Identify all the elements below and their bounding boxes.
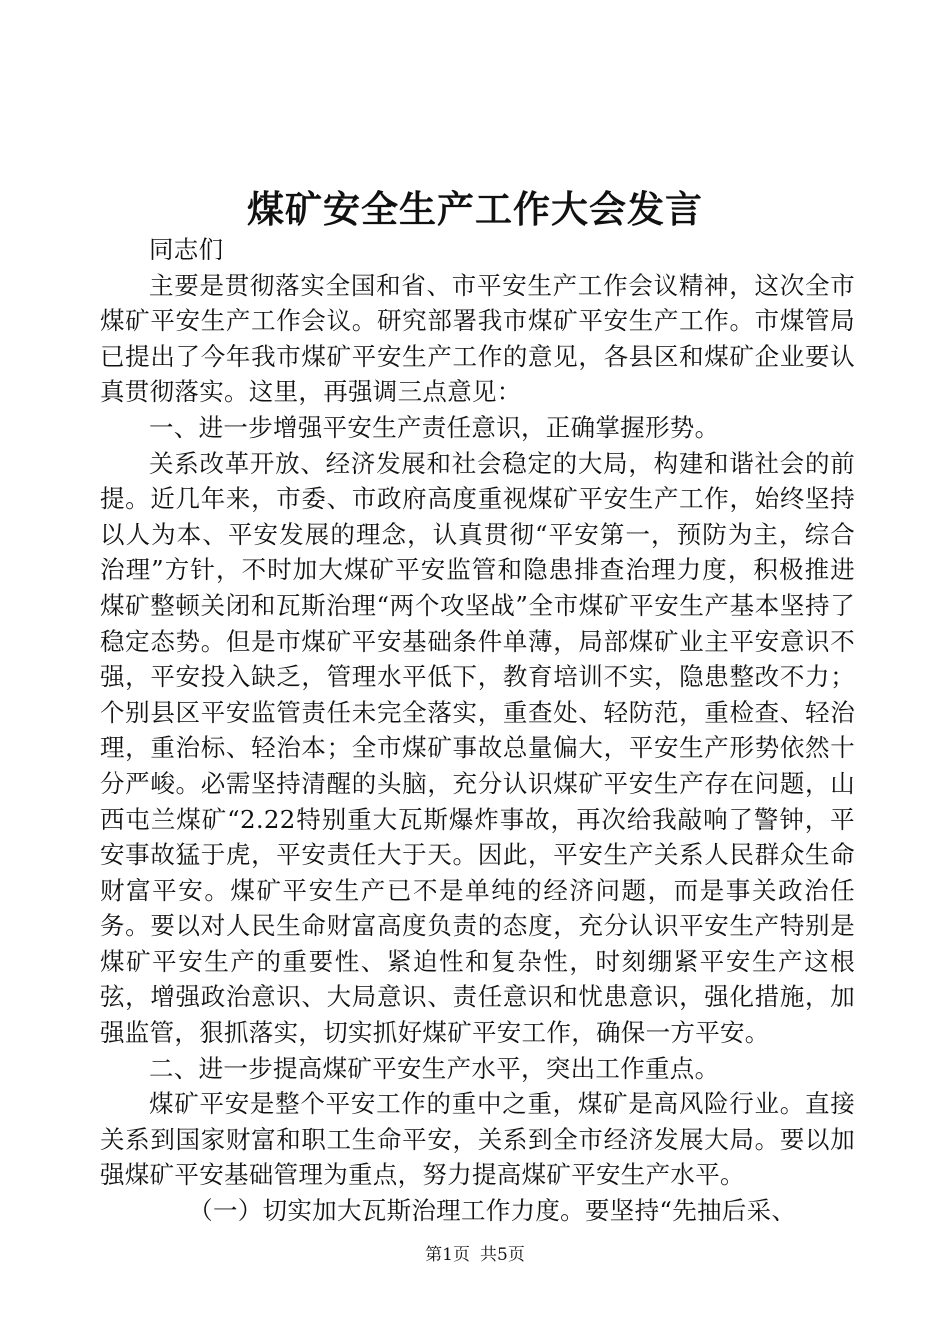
subsection-heading-1: （一）切实加大瓦斯治理工作力度。要坚持“先抽后采、 xyxy=(188,1196,797,1226)
section-heading-2: 二、进一步提高煤矿平安生产水平，突出工作重点。 xyxy=(149,1053,720,1083)
page-total: 共5页 xyxy=(480,1245,525,1265)
salutation: 同志们 xyxy=(149,235,224,264)
paragraph-intro: 主要是贯彻落实全国和省、市平安生产工作会议精神，这次全市煤矿平安生产工作会议。研究部署我市煤矿平安生产工作。市煤管局已提出了今年我市煤矿平安生产工作的意见，各县区和煤矿企业要认真贯彻落实。这里，再强调三点意见： xyxy=(100,270,855,407)
section-heading-1: 一、进一步增强平安生产责任意识，正确掌握形势。 xyxy=(149,412,720,442)
paragraph-section-1: 关系改革开放、经济发展和社会稳定的大局，构建和谐社会的前提。近几年来，市委、市政府高度重视煤矿平安生产工作，始终坚持以人为本、平安发展的理念，认真贯彻“平安第一，预防为主，综合治理”方针，不时加大煤矿平安监管和隐患排查治理力度，积极推进煤矿整顿关闭和瓦斯治理“两个攻坚战”全市煤矿平安生产基本坚持了稳定态势。但是市煤矿平安基础条件单薄，局部煤矿业主平安意识不强，平安投入缺乏，管理水平低下，教育培训不实，隐患整改不力；个别县区平安监管责任未完全落实，重查处、轻防范，重检查、轻治理，重治标、轻治本；全市煤矿事故总量偏大，平安生产形势依然十分严峻。必需坚持清醒的头脑，充分认识煤矿平安生产存在问题，山西屯兰煤矿“2.22特别重大瓦斯爆炸事故，再次给我敲响了警钟，平安事故猛于虎，平安责任大于天。因此，平安生产关系人民群众生命财富平安。煤矿平安生产已不是单纯的经济问题，而是事关政治任务。要以对人民生命财富高度负责的态度，充分认识平安生产特别是煤矿平安生产的重要性、紧迫性和复杂性，时刻绷紧平安生产这根弦，增强政治意识、大局意识、责任意识和忧患意识，强化措施，加强监管，狠抓落实，切实抓好煤矿平安工作，确保一方平安。 xyxy=(100,448,855,1048)
document-title: 煤矿安全生产工作大会发言 xyxy=(247,187,703,231)
page-footer xyxy=(0,1243,950,1267)
paragraph-section-2: 煤矿平安是整个平安工作的重中之重，煤矿是高风险行业。直接关系到国家财富和职工生命平安，关系到全市经济发展大局。要以加强煤矿平安基础管理为重点，努力提高煤矿平安生产水平。 xyxy=(100,1089,855,1190)
document-body xyxy=(100,232,855,1229)
page-number: 第1页 xyxy=(425,1245,470,1265)
